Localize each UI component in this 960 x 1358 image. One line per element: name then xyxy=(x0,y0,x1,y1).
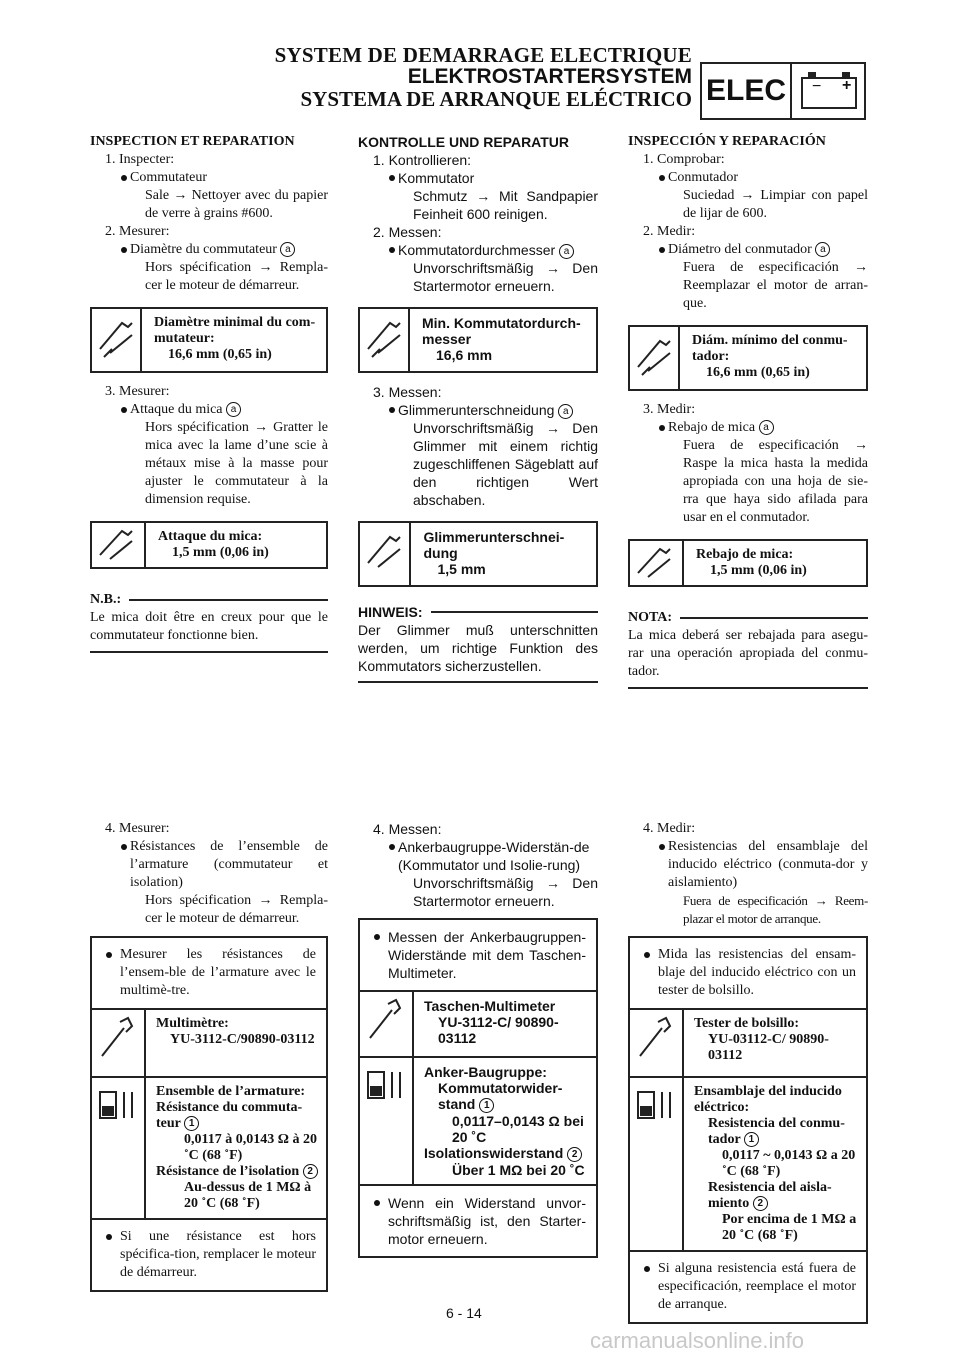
de-procedure-box xyxy=(358,918,598,1258)
fr-step-4-item: Résistances de l’ensemble de l’armature (commutateur et isolation) xyxy=(90,838,328,892)
es-step-4-text: Fuera de especificación → Reem-plazar el motor de arranque. xyxy=(683,893,868,926)
fr-spec2-label: Attaque du mica: xyxy=(158,529,263,544)
fr-note-label: N.B.: xyxy=(90,592,122,607)
es-spec1-value: 16,6 mm (0,65 in) xyxy=(706,365,810,380)
fr-replace-row xyxy=(92,1218,326,1290)
de-inspection-column xyxy=(358,133,598,683)
de-step-3-item: Glimmerunterschneidung xyxy=(398,402,555,418)
es-replace-row xyxy=(630,1250,866,1322)
es-step-4: 4. Medir: xyxy=(643,821,696,836)
watermark: carmanualsonline.info xyxy=(590,1328,805,1353)
es-spec2-value: 1,5 mm (0,06 in) xyxy=(710,563,807,578)
de-tool-value: YU-3112-C/ 90890-03112 xyxy=(438,1014,559,1046)
de-spec-commutator-diameter xyxy=(358,307,598,373)
de-step-3-text: Unvorschriftsmäßig → Den Glimmer mit einem richtig zugeschliffenen Sägeblatt auf den richtigen Wert abschaben. xyxy=(413,420,598,508)
de-tool-label: Taschen-Multimeter xyxy=(424,998,556,1014)
ohmmeter-icon xyxy=(630,1078,684,1250)
fr-commutator-resistance-label: Résistance du commuta-teur xyxy=(156,1100,303,1131)
fr-armature-label: Ensemble de l’armature: xyxy=(156,1084,306,1099)
de-step-4-text: Unvorschriftsmäßig → Den Startermotor erneuern. xyxy=(413,875,598,909)
de-armature-section xyxy=(358,820,598,1258)
de-step-3: 3. Messen: xyxy=(373,384,442,400)
mark-a: a xyxy=(558,404,573,419)
mark-a: a xyxy=(280,242,295,257)
es-tool-label: Tester de bolsillo: xyxy=(694,1016,800,1031)
de-box-instruction: Messen der Ankerbaugruppen-Widerstände mit dem Taschen-Multimeter. xyxy=(360,920,596,990)
fr-tool-label: Multimètre: xyxy=(156,1016,229,1031)
divider xyxy=(358,681,598,683)
es-step-2-text: Fuera de especificación → Reemplazar el motor de arran-que. xyxy=(683,260,868,311)
mark-a: a xyxy=(226,402,241,417)
fr-step-2-text: Hors spécification → Rempla-cer le moteur de démarreur. xyxy=(145,260,328,293)
fr-box-instruction: Mesurer les résistances de l’ensem-ble de l’armature avec le multimè-tre. xyxy=(92,938,326,1008)
fr-step-4: 4. Mesurer: xyxy=(105,821,170,836)
caliper-icon xyxy=(630,541,684,585)
ohmmeter-icon xyxy=(92,1078,146,1218)
fr-tool-row xyxy=(92,1008,326,1076)
fr-step-3-item: Attaque du mica xyxy=(130,402,223,417)
divider xyxy=(628,687,868,689)
es-procedure-box xyxy=(628,936,868,1324)
wrench-icon xyxy=(360,992,414,1056)
fr-spec-mica-undercut xyxy=(90,521,328,569)
es-spec-mica-undercut xyxy=(628,539,868,587)
section-header xyxy=(275,44,692,110)
es-step-3-item: Rebajo de mica xyxy=(668,420,756,435)
fr-step-1: 1. Inspecter: xyxy=(105,152,175,167)
mark-2: 2 xyxy=(303,1164,318,1179)
de-insulation-resistance-label: Isolationswiderstand xyxy=(424,1145,564,1161)
es-step-1-text: Suciedad → Limpiar con papel de lijar de 600. xyxy=(683,188,868,221)
fr-step-3: 3. Mesurer: xyxy=(105,384,170,399)
elec-badge-label: ELEC xyxy=(702,64,792,118)
fr-step-2: 2. Mesurer: xyxy=(105,224,170,239)
de-step-1: 1. Kontrollieren: xyxy=(373,152,472,168)
fr-tool-value: YU-3112-C/90890-03112 xyxy=(170,1032,315,1047)
fr-insulation-resistance-label: Résistance de l’isolation xyxy=(156,1164,300,1179)
caliper-icon xyxy=(92,309,142,371)
header-title-fr: SYSTEM DE DEMARRAGE ELECTRIQUE xyxy=(274,43,692,67)
de-spec1-value: 16,6 mm xyxy=(436,347,493,363)
mark-2: 2 xyxy=(753,1196,768,1211)
caliper-icon xyxy=(630,327,680,389)
es-step-1-item: Conmutador xyxy=(628,169,868,187)
de-insulation-resistance-value: Über 1 MΩ bei 20 ˚C xyxy=(452,1162,585,1178)
mark-a: a xyxy=(815,242,830,257)
es-spec2-label: Rebajo de mica: xyxy=(696,547,794,562)
es-step-4-item: Resistencias del ensamblaje del inducido eléctrico (conmuta-dor y aislamiento) xyxy=(628,838,868,892)
es-insulation-resistance-label: Resistencia del aisla-miento xyxy=(708,1180,832,1211)
es-spec-commutator-diameter xyxy=(628,325,868,391)
battery-icon xyxy=(792,64,864,118)
ohmmeter-icon xyxy=(360,1058,414,1184)
mark-1: 1 xyxy=(744,1132,759,1147)
fr-step-2-item: Diamètre du commutateur xyxy=(130,242,277,257)
de-commutator-resistance-value: 0,0117–0,0143 Ω bei 20 ˚C xyxy=(452,1113,584,1145)
wrench-icon xyxy=(92,1010,146,1076)
es-armature-spec-row xyxy=(630,1076,866,1250)
es-commutator-resistance-label: Resistencia del conmu-tador xyxy=(708,1116,845,1147)
de-step-2: 2. Messen: xyxy=(373,224,442,240)
de-spec-mica-undercut xyxy=(358,521,598,587)
de-spec2-label: Glimmerunterschnei-dung xyxy=(423,529,565,561)
fr-note-text: Le mica doit être en creux pour que le commutateur fonctionne bien. xyxy=(90,610,328,643)
fr-armature-section xyxy=(90,820,328,1292)
de-step-4: 4. Messen: xyxy=(373,821,442,837)
de-replace-row xyxy=(360,1184,596,1256)
es-note-label: NOTA: xyxy=(628,610,673,625)
caliper-icon xyxy=(92,523,146,567)
fr-spec-commutator-diameter xyxy=(90,307,328,373)
fr-box-replace-text: Si une résistance est hors spécifica-tion, remplacer le moteur de démarreur. xyxy=(92,1220,326,1290)
de-spec2-value: 1,5 mm xyxy=(437,561,486,577)
de-spec1-label: Min. Kommutatordurch-messer xyxy=(422,315,581,347)
battery-plus: + xyxy=(842,77,852,94)
fr-note-heading xyxy=(90,591,328,609)
fr-spec1-value: 16,6 mm (0,65 in) xyxy=(168,347,272,362)
es-step-2-item: Diámetro del conmutador xyxy=(668,242,812,257)
mark-a: a xyxy=(759,420,774,435)
de-step-2-text: Unvorschriftsmäßig → Den Startermotor erneuern. xyxy=(413,260,598,294)
mark-2: 2 xyxy=(567,1147,582,1162)
de-step-2-item: Kommutatordurchmesser xyxy=(398,242,556,258)
wrench-icon xyxy=(630,1010,684,1076)
mark-1: 1 xyxy=(479,1098,494,1113)
elec-badge xyxy=(700,62,866,120)
es-step-3-text: Fuera de especificación → Raspe la mica hasta la medida apropiada con una hoja de sie-rra que haya sido afilada para usar en el conmutador. xyxy=(683,438,868,525)
de-step-1-text: Schmutz → Mit Sandpapier Feinheit 600 reinigen. xyxy=(413,188,598,222)
es-insulation-resistance-value: Por encima de 1 MΩ a 20 ˚C (68 ˚F) xyxy=(722,1212,857,1243)
es-tool-value: YU-03112-C/ 90890-03112 xyxy=(708,1032,829,1063)
de-note-label: HINWEIS: xyxy=(358,604,423,620)
es-commutator-resistance-value: 0,0117 ~ 0,0143 Ω a 20 ˚C (68 ˚F) xyxy=(722,1148,856,1179)
de-title: KONTROLLE UND REPARATUR xyxy=(358,134,570,150)
mark-a: a xyxy=(559,244,574,259)
fr-procedure-box xyxy=(90,936,328,1292)
es-title: INSPECCIÓN Y REPARACIÓN xyxy=(628,134,826,149)
es-tool-row xyxy=(630,1008,866,1076)
es-armature-section xyxy=(628,820,868,1324)
fr-spec2-value: 1,5 mm (0,06 in) xyxy=(172,545,269,560)
fr-insulation-resistance-value: Au-dessus de 1 MΩ à 20 ˚C (68 ˚F) xyxy=(184,1180,312,1211)
header-title-es: SYSTEMA DE ARRANQUE ELÉCTRICO xyxy=(300,87,692,111)
de-armature-label: Anker-Baugruppe: xyxy=(424,1064,547,1080)
fr-step-3-text: Hors spécification → Gratter le mica avec la lame d’une scie à métaux mise à la masse pour ajuster le commutateur à la dimension requise. xyxy=(145,420,328,507)
fr-step-4-text: Hors spécification → Rempla-cer le moteur de démarreur. xyxy=(145,893,328,926)
divider xyxy=(90,651,328,653)
es-armature-label: Ensamblaje del inducido eléctrico: xyxy=(694,1084,842,1115)
fr-title: INSPECTION ET REPARATION xyxy=(90,134,295,149)
fr-inspection-column xyxy=(90,133,328,653)
fr-step-1-item: Commutateur xyxy=(90,169,328,187)
battery-minus: − xyxy=(812,78,822,95)
fr-commutator-resistance-value: 0,0117 à 0,0143 Ω à 20 ˚C (68 ˚F) xyxy=(184,1132,317,1163)
fr-spec1-label: Diamètre minimal du com-mutateur: xyxy=(154,315,316,346)
de-step-1-item: Kommutator xyxy=(358,169,598,187)
de-tool-row xyxy=(360,990,596,1056)
es-step-2: 2. Medir: xyxy=(643,224,696,239)
caliper-icon xyxy=(360,309,410,371)
es-note-heading xyxy=(628,609,868,627)
es-step-1: 1. Comprobar: xyxy=(643,152,725,167)
es-spec1-label: Diám. mínimo del conmu-tador: xyxy=(692,333,848,364)
de-armature-spec-row xyxy=(360,1056,596,1184)
es-box-instruction: Mida las resistencias del ensam-blaje del inducido eléctrico con un tester de bolsillo. xyxy=(630,938,866,1008)
de-step-4-item: Ankerbaugruppe-Widerstän-de (Kommutator und Isolie-rung) xyxy=(358,838,598,874)
fr-armature-spec-row xyxy=(92,1076,326,1218)
es-note-text: La mica deberá ser rebajada para asegu-rar una operación apropiada del conmu-tador. xyxy=(628,628,868,679)
caliper-icon xyxy=(360,523,411,585)
mark-1: 1 xyxy=(184,1116,199,1131)
de-box-replace-text: Wenn ein Widerstand unvor-schriftsmäßig ist, den Starter-motor erneuern. xyxy=(360,1186,596,1256)
de-commutator-resistance-label: Kommutatorwider-stand xyxy=(438,1080,563,1112)
fr-step-1-text: Sale → Nettoyer avec du papier de verre à grains #600. xyxy=(145,188,328,221)
header-title-de: ELEKTROSTARTERSYSTEM xyxy=(407,65,692,88)
es-step-3: 3. Medir: xyxy=(643,402,696,417)
page-number: 6 - 14 xyxy=(446,1305,482,1321)
es-box-replace-text: Si alguna resistencia está fuera de especificación, reemplace el motor de arranque. xyxy=(630,1252,866,1322)
es-inspection-column xyxy=(628,133,868,689)
de-note-text: Der Glimmer muß unterschnitten werden, um richtige Funktion des Kommutators sicherzustellen. xyxy=(358,622,598,674)
de-note-heading xyxy=(358,603,598,621)
